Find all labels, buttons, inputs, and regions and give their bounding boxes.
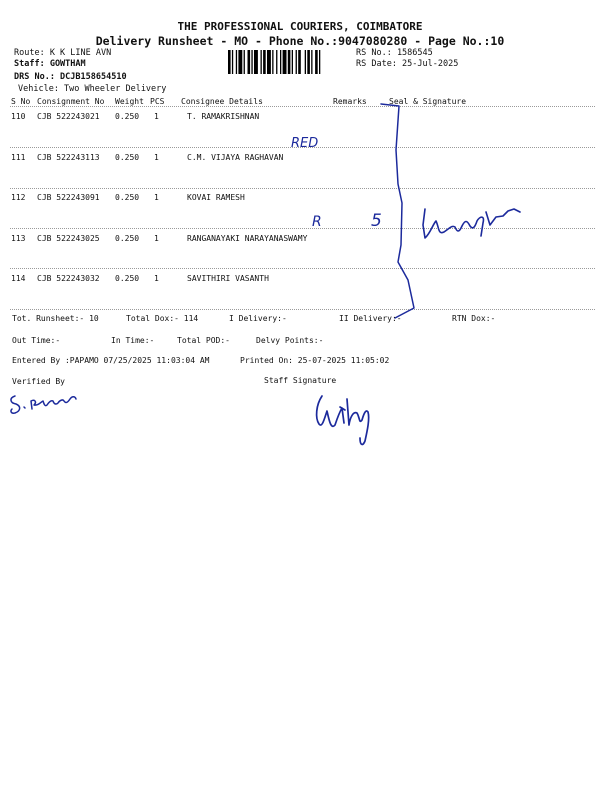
row-pcs: 1	[154, 112, 159, 121]
entered-by: Entered By :PAPAMO 07/25/2025 11:03:04 AM	[12, 356, 210, 365]
col-header-pcs: PCS	[150, 97, 165, 106]
col-header-sno: S No	[11, 97, 31, 106]
verified-signature	[11, 396, 76, 413]
row-sno: 110	[11, 112, 26, 121]
row-consignment: CJB 522243021	[37, 112, 100, 121]
row-consignee: SAVITHIRI VASANTH	[187, 274, 269, 283]
row-weight: 0.250	[115, 274, 140, 283]
staff-signature	[317, 396, 369, 444]
row-sno: 111	[11, 153, 26, 162]
staff-label: Staff: GOWTHAM	[14, 59, 86, 69]
out-time: Out Time:-	[12, 336, 61, 345]
row-weight: 0.250	[115, 193, 140, 202]
verified-by-label: Verified By	[12, 377, 65, 386]
row-consignment: CJB 522243113	[37, 153, 100, 162]
total-runsheet: Tot. Runsheet:- 10	[12, 314, 99, 323]
handwritten-mark: 5	[371, 211, 382, 231]
total-dox: Total Dox:- 114	[126, 314, 199, 323]
col-header-consignee: Consignee Details	[181, 97, 263, 106]
printed-on: Printed On: 25-07-2025 11:05:02	[240, 356, 390, 365]
col-header-weight: Weight	[115, 97, 144, 106]
row-consignment: CJB 522243032	[37, 274, 100, 283]
row-sno: 112	[11, 193, 26, 202]
row-consignee: KOVAI RAMESH	[187, 193, 245, 202]
rs-date: RS Date: 25-Jul-2025	[356, 59, 459, 69]
receiver-signature	[423, 209, 520, 238]
row-pcs: 1	[154, 234, 159, 243]
row-consignee: RANGANAYAKI NARAYANASWAMY	[187, 234, 308, 243]
rtn-dox: RTN Dox:-	[452, 314, 496, 323]
row-pcs: 1	[154, 274, 159, 283]
rs-number: RS No.: 1586545	[356, 48, 433, 58]
vehicle-label: Vehicle: Two Wheeler Delivery	[18, 84, 167, 94]
row-consignment: CJB 522243025	[37, 234, 100, 243]
in-time: In Time:-	[111, 336, 155, 345]
i-delivery: I Delivery:-	[229, 314, 287, 323]
handwritten-remark-red: RED	[291, 136, 319, 151]
handwritten-remark-r: R	[312, 214, 322, 230]
col-header-seal-signature: Seal & Signature	[389, 97, 467, 106]
row-sno: 113	[11, 234, 26, 243]
delvy-points: Delvy Points:-	[256, 336, 324, 345]
staff-signature-label: Staff Signature	[264, 376, 337, 385]
total-pod: Total POD:-	[177, 336, 230, 345]
row-weight: 0.250	[115, 112, 140, 121]
route-label: Route: K K LINE AVN	[14, 48, 112, 58]
row-pcs: 1	[154, 153, 159, 162]
row-consignment: CJB 522243091	[37, 193, 100, 202]
row-sno: 114	[11, 274, 26, 283]
row-pcs: 1	[154, 193, 159, 202]
ii-delivery: II Delivery:-	[339, 314, 402, 323]
row-weight: 0.250	[115, 234, 140, 243]
drs-number: DRS No.: DCJB158654510	[14, 72, 127, 82]
row-weight: 0.250	[115, 153, 140, 162]
bracket-stroke	[381, 104, 414, 318]
row-consignee: C.M. VIJAYA RAGHAVAN	[187, 153, 284, 162]
col-header-remarks: Remarks	[333, 97, 367, 106]
company-name: THE PROFESSIONAL COURIERS, COIMBATORE	[177, 20, 423, 33]
col-header-consignment: Consignment No	[37, 97, 105, 106]
runsheet-title: Delivery Runsheet - MO - Phone No.:9047080280 - Page No.:10	[95, 34, 505, 48]
row-consignee: T. RAMAKRISHNAN	[187, 112, 260, 121]
